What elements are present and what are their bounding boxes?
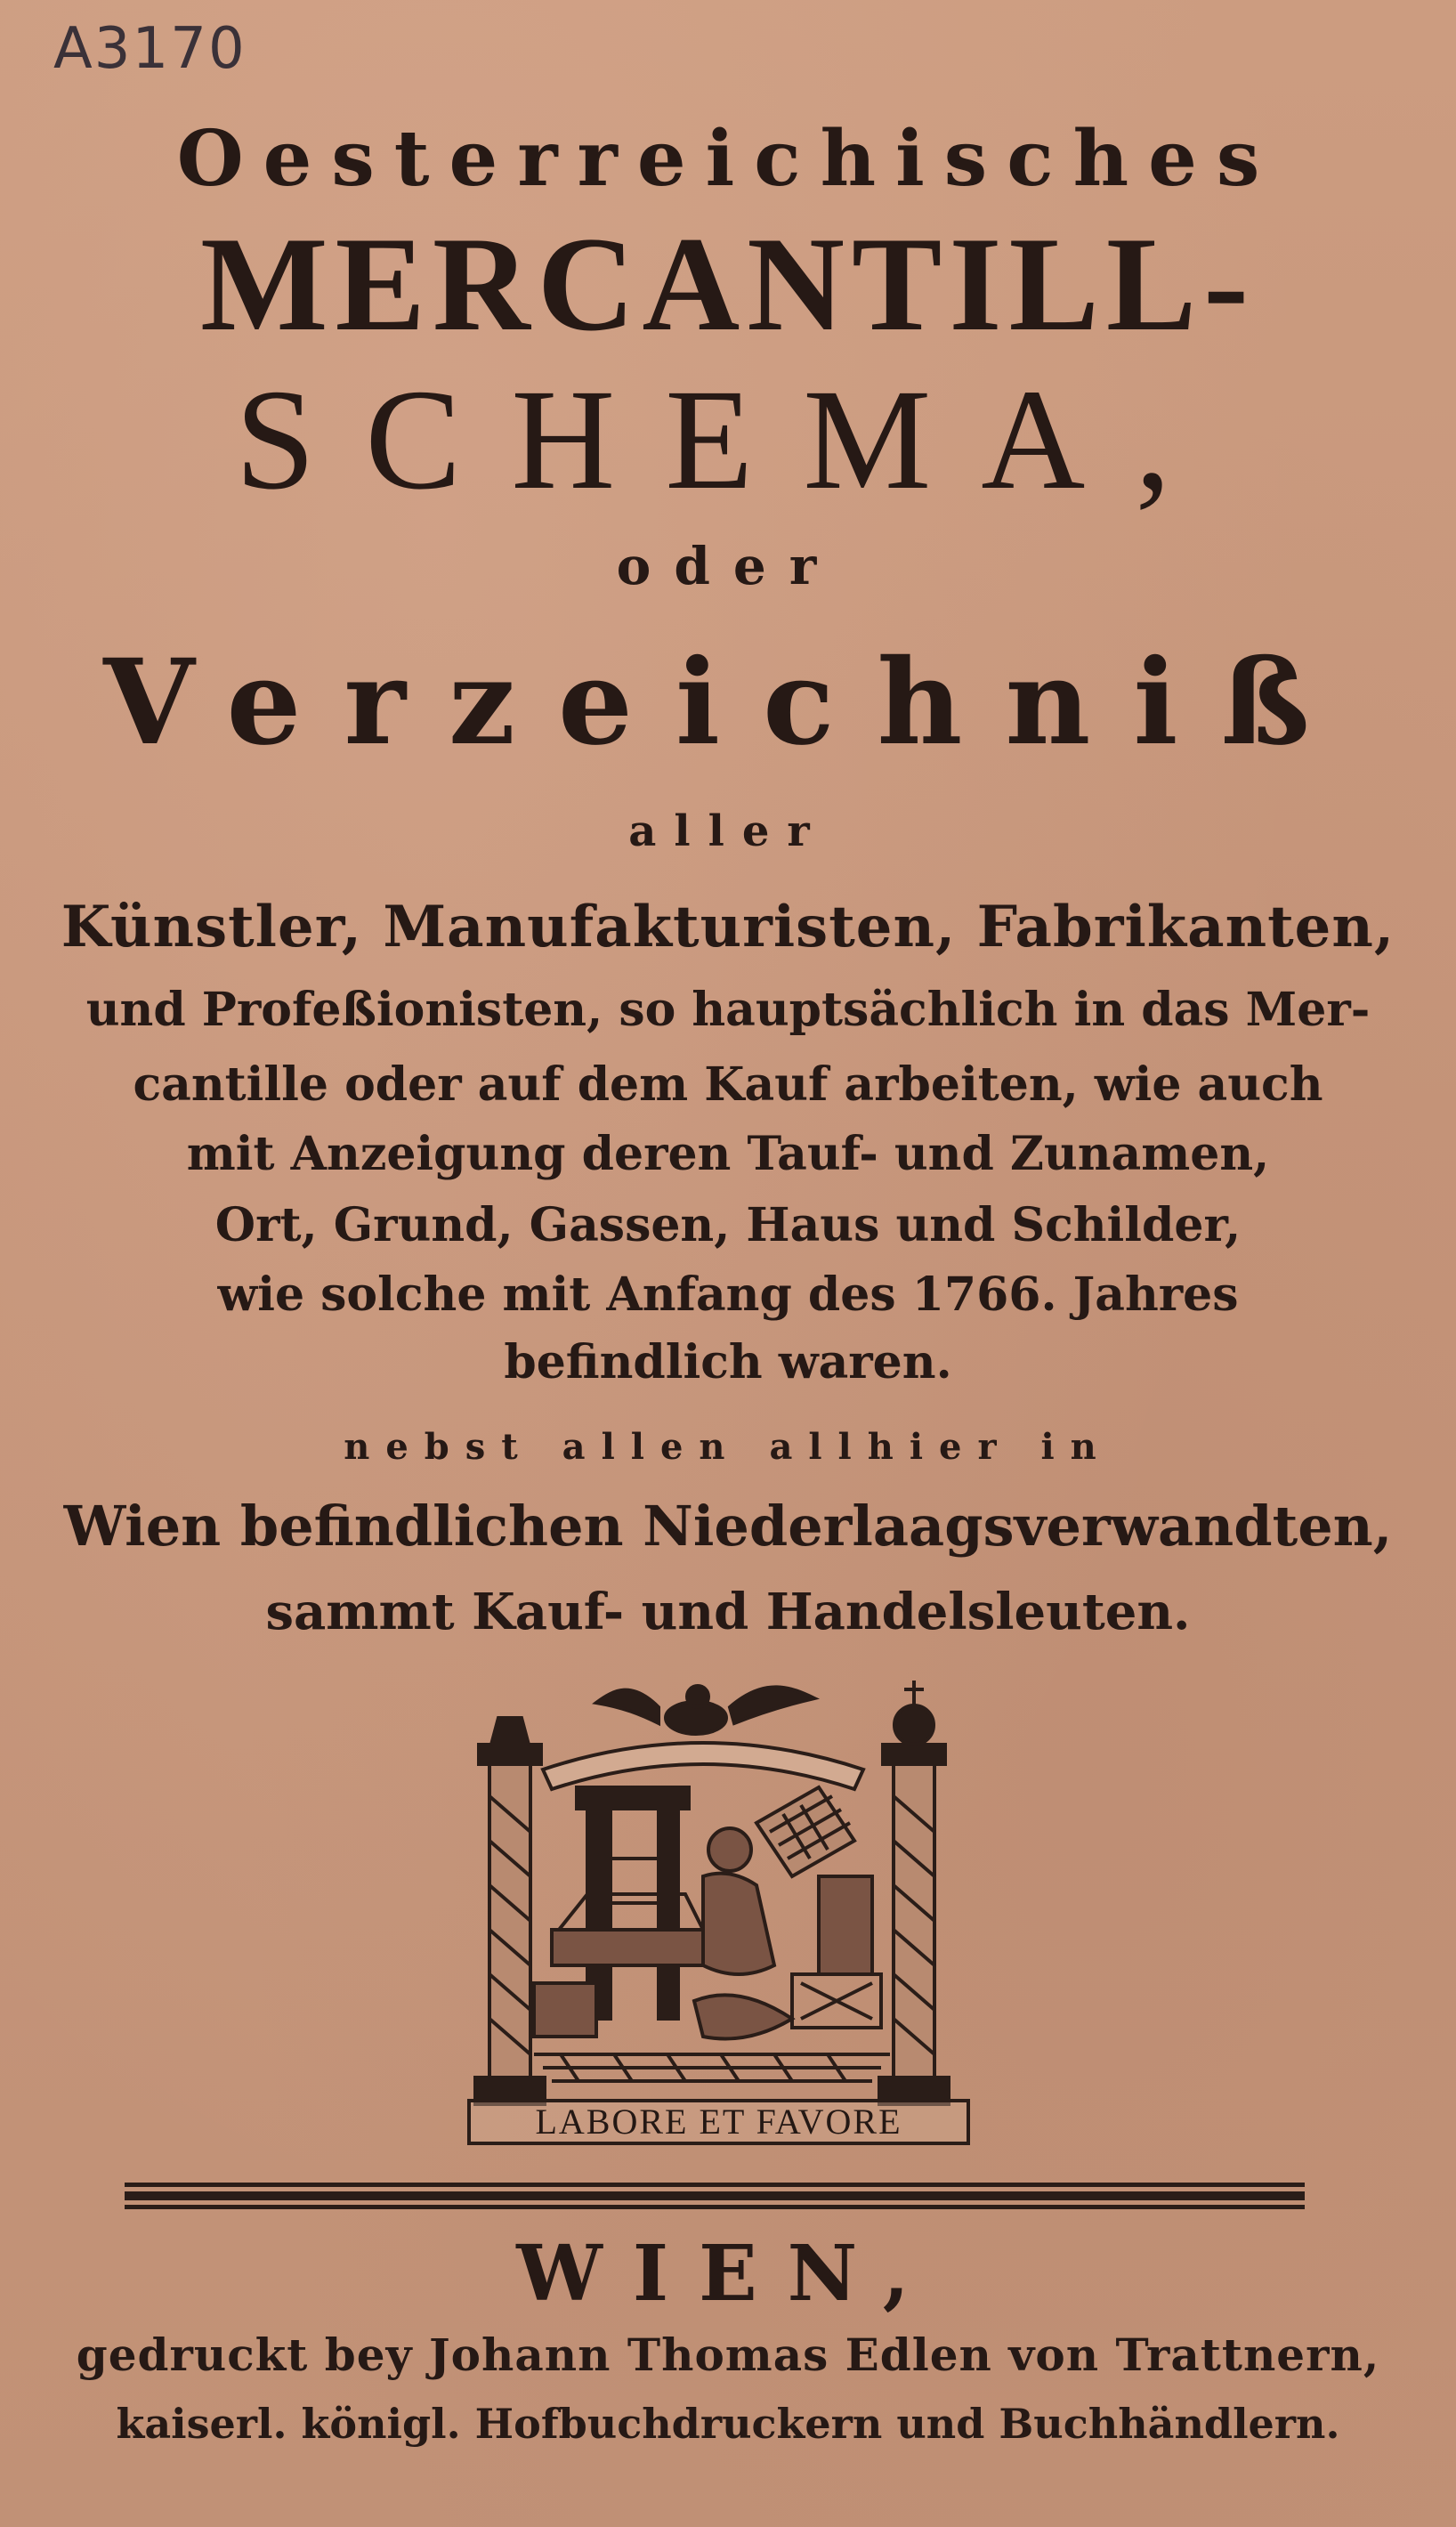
imprint-place: WIEN, [516,2229,940,2319]
description-line-5: Ort, Grund, Gassen, Haus und Schilder, [214,1198,1242,1252]
shelfmark-label: A3170 [53,16,247,82]
title-line-verzeichniss: Verzeichniß [103,634,1353,772]
title-line-oder: oder [616,536,840,596]
title-line-oesterreichisches: Oesterreichisches [176,114,1280,204]
imprint-line-2: kaiserl. königl. Hofbuchdruckern und Buchhändlern. [116,2400,1340,2448]
title-line-aller: aller [628,806,828,856]
description-line-2: und Profeßionisten, so hauptsächlich in das Mer- [85,983,1371,1037]
description-line-3: cantille oder auf dem Kauf arbeiten, wie auch [133,1057,1323,1112]
supplement-line-2: sammt Kauf- und Handelsleuten. [265,1583,1191,1641]
description-line-1: Künstler, Manufakturisten, Fabrikanten, [61,894,1395,960]
printers-device-woodcut [436,1663,988,2161]
double-rule-inner [125,2191,1305,2200]
description-line-7: befindlich waren. [504,1335,952,1389]
supplement-nebst: nebst allen allhier in [344,1426,1112,1468]
supplement-line-1: Wien befindlichen Niederlaagsverwandten, [63,1494,1393,1559]
imprint-line-1: gedruckt bey Johann Thomas Edlen von Trattnern, [76,2329,1380,2381]
device-motto: LABORE ET FAVORE [467,2099,970,2145]
title-line-schema: SCHEMA, [235,360,1221,520]
description-line-4: mit Anzeigung deren Tauf- und Zunamen, [186,1127,1270,1181]
title-line-mercantill: MERCANTILL- [200,209,1256,359]
description-line-6: wie solche mit Anfang des 1766. Jahres [217,1268,1239,1322]
